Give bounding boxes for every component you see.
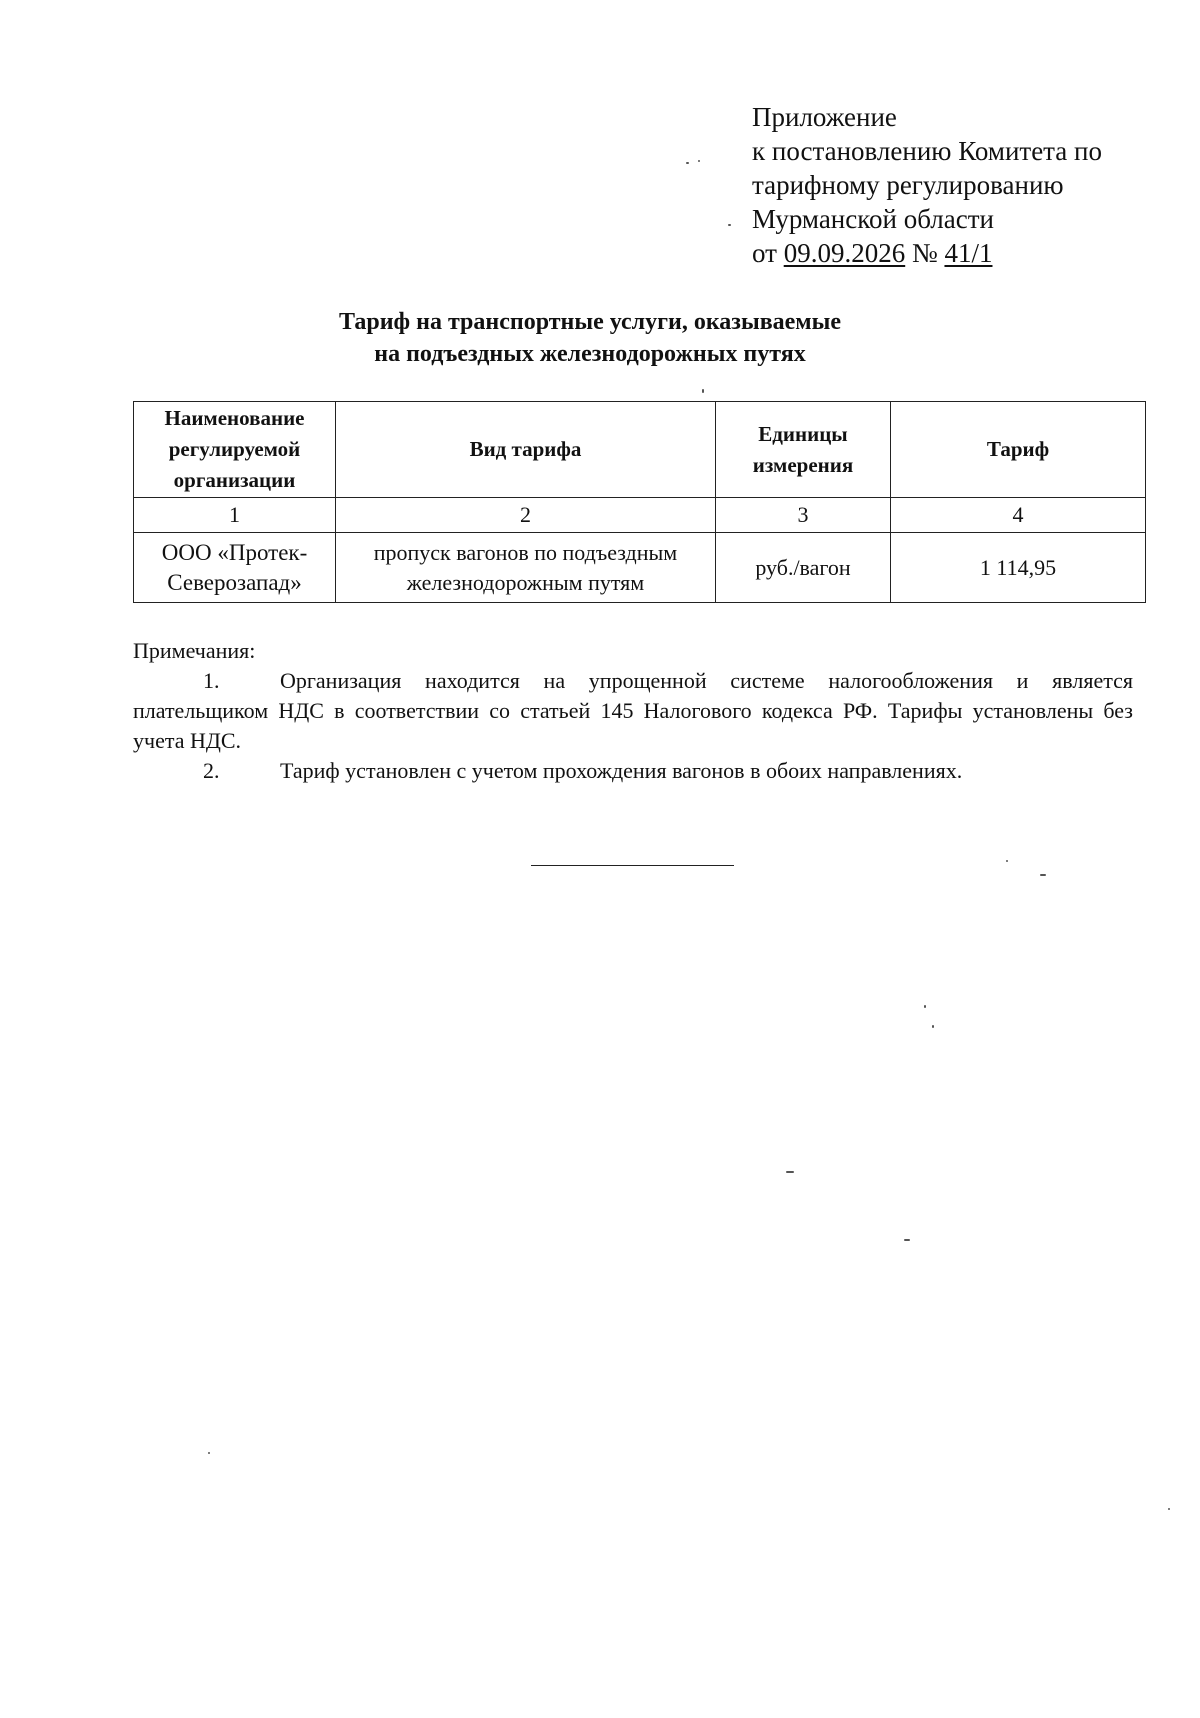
column-number-row [134, 498, 1146, 533]
appendix-reference-line: к постановлению Комитета по [752, 136, 1102, 166]
scan-speck [786, 1171, 794, 1173]
note-number: 2. [203, 758, 220, 783]
column-number: 2 [336, 498, 716, 533]
cell-tariff-type: пропуск вагонов по подъездным железнодорожным путям [336, 533, 716, 603]
header-unit: Единицы измерения [716, 402, 891, 498]
number-sign: № [911, 238, 938, 268]
scan-speck [1040, 874, 1046, 876]
appendix-committee-line: тарифному регулированию [752, 170, 1064, 200]
notes-label: Примечания: [133, 638, 256, 663]
header-tariff-type: Вид тарифа [336, 402, 716, 498]
scan-speck [728, 224, 731, 226]
document-title [230, 306, 950, 370]
appendix-date-line [752, 236, 1172, 270]
notes-section [133, 636, 1133, 786]
note-text: Организация находится на упрощенной системе налогообложения и является плательщиком НДС в соответствии со статьей 145 Налогового кодекса РФ. Тарифы установлены без учета НДС. [133, 668, 1133, 753]
scan-speck [702, 389, 704, 393]
column-number: 4 [891, 498, 1146, 533]
tariff-table [133, 401, 1146, 603]
header-organization: Наименование регулируемой организации [134, 402, 336, 498]
scan-speck [1006, 860, 1008, 862]
note-text: Тариф установлен с учетом прохождения вагонов в обоих направлениях. [280, 758, 963, 783]
header-tariff: Тариф [891, 402, 1146, 498]
column-number: 3 [716, 498, 891, 533]
scan-speck [686, 162, 689, 164]
cell-organization: ООО «Протек-Северозапад» [134, 533, 336, 603]
cell-unit: руб./вагон [716, 533, 891, 603]
date-prefix: от [752, 238, 777, 268]
table-row [134, 533, 1146, 603]
note-item [133, 666, 1133, 756]
note-item [133, 756, 1133, 786]
scan-speck [932, 1025, 934, 1028]
scan-speck [924, 1005, 926, 1008]
resolution-date: 09.09.2026 [783, 238, 906, 268]
appendix-title: Приложение [752, 102, 897, 132]
scan-speck [1168, 1508, 1170, 1510]
table-header-row [134, 402, 1146, 498]
title-line-2: на подъездных железнодорожных путях [374, 341, 806, 367]
resolution-number: 41/1 [944, 238, 993, 268]
end-separator-line [531, 865, 734, 866]
appendix-header [752, 100, 1172, 270]
column-number: 1 [134, 498, 336, 533]
cell-tariff-value: 1 114,95 [891, 533, 1146, 603]
scan-speck [904, 1239, 910, 1241]
appendix-region-line: Мурманской области [752, 204, 994, 234]
scan-speck [698, 160, 700, 162]
scan-speck [208, 1452, 210, 1454]
note-number: 1. [203, 668, 220, 693]
title-line-1: Тариф на транспортные услуги, оказываемые [338, 309, 842, 335]
